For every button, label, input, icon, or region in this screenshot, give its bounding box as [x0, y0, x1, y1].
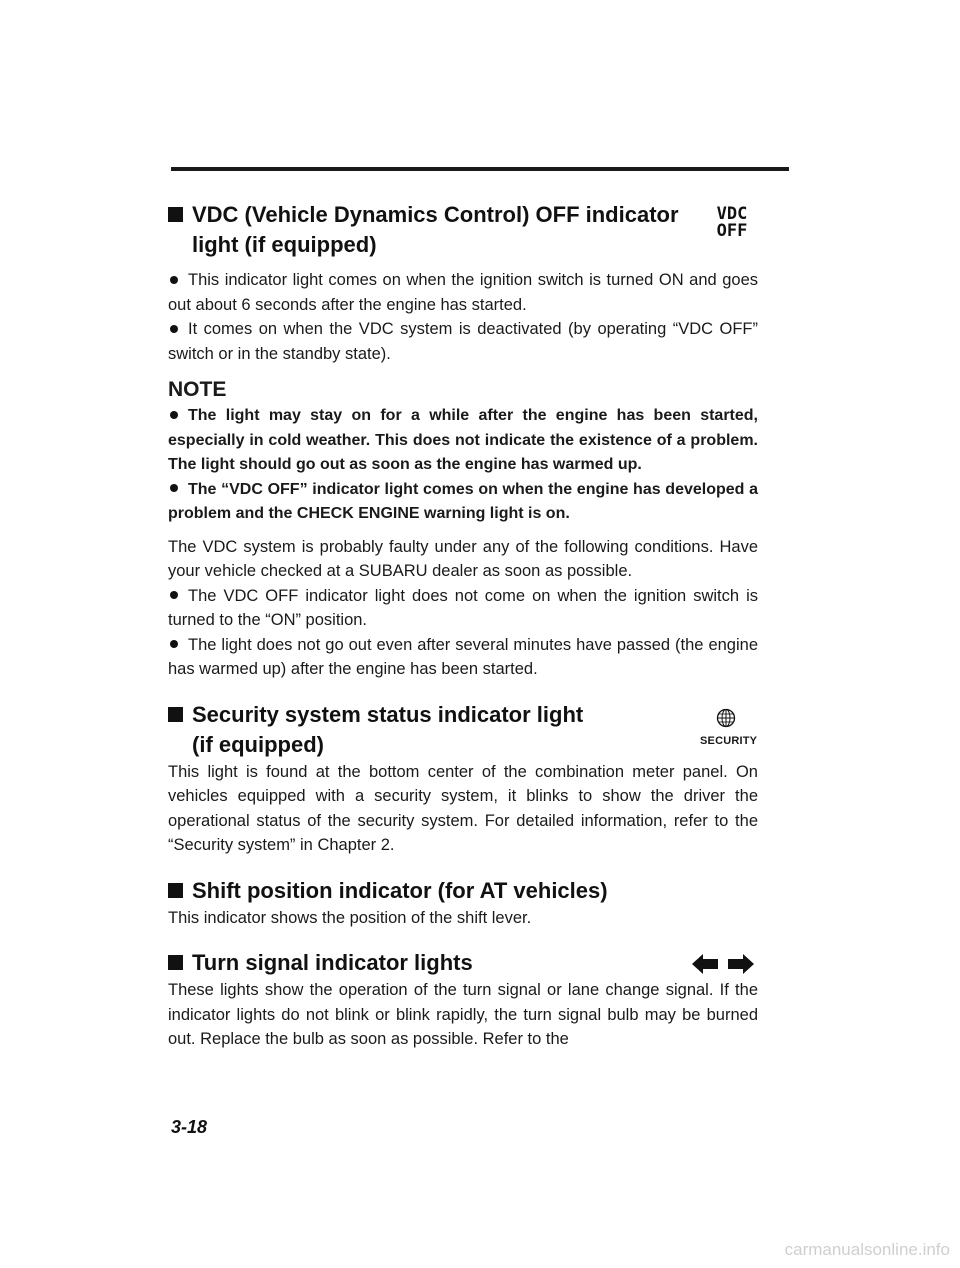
turn-signal-arrows-icon: [692, 952, 754, 976]
shift-section: [168, 876, 758, 906]
turn-heading: Turn signal indicator lights: [168, 948, 758, 978]
turn-section: [168, 948, 758, 978]
note-title: NOTE: [168, 378, 227, 401]
vdc-icon-line1: VDC: [716, 204, 748, 224]
note-bullet-1: The light may stay on for a while after the engine has been started, especially in cold weather. This does not indicate the existence of a problem. The light should go out as soon as the engine has warmed up.: [168, 407, 758, 473]
heading-square-icon: [168, 883, 183, 898]
heading-square-icon: [168, 207, 183, 222]
vdc-bullet-4: The light does not go out even after several minutes have passed (the engine has warmed up) after the engine has been started.: [168, 635, 758, 678]
shift-para: This indicator shows the position of the shift lever.: [168, 908, 532, 927]
vdc-heading-line2: light (if equipped): [192, 232, 377, 257]
vdc-bullet-3: The VDC OFF indicator light does not come on when the ignition switch is turned to the “ON” position.: [168, 586, 758, 629]
note-bullet-2: The “VDC OFF” indicator light comes on when the engine has developed a problem and the CHECK ENGINE warning light is on.: [168, 480, 758, 522]
vdc-heading-line1: VDC (Vehicle Dynamics Control) OFF indicator: [192, 202, 679, 227]
vdc-fault-para: The VDC system is probably faulty under any of the following conditions. Have your vehicle checked at a SUBARU dealer as soon as possible.: [168, 537, 758, 580]
bullet-icon: [170, 640, 178, 648]
security-para: This light is found at the bottom center of the combination meter panel. On vehicles equipped with a security system, it blinks to show the driver the operational status of the security system. For detailed information, refer to the “Security system” in Chapter 2.: [168, 762, 758, 854]
security-globe-icon: [716, 708, 736, 728]
vdc-icon-line2: OFF: [716, 221, 748, 241]
vdc-off-icon: [712, 206, 752, 240]
bullet-icon: [170, 484, 178, 492]
note-block: [168, 376, 758, 527]
bullet-icon: [170, 325, 178, 333]
security-heading: [168, 700, 758, 760]
shift-heading: Shift position indicator (for AT vehicles): [168, 876, 758, 906]
heading-square-icon: [168, 707, 183, 722]
top-rule: [171, 167, 789, 171]
security-section: [168, 700, 758, 760]
page-number: 3-18: [171, 1117, 208, 1137]
vdc-bullet-2: It comes on when the VDC system is deactivated (by operating “VDC OFF” switch or in the standby state).: [168, 320, 758, 363]
security-heading-line2: (if equipped): [192, 731, 324, 757]
watermark: carmanualsonline.info: [784, 1240, 950, 1259]
vdc-section: [168, 200, 758, 260]
bullet-icon: [170, 276, 178, 284]
page-content: [168, 200, 758, 1052]
bullet-icon: [170, 411, 178, 419]
heading-square-icon: [168, 955, 183, 970]
bullet-icon: [170, 591, 178, 599]
security-indicator-icon: [700, 708, 758, 747]
vdc-heading: [168, 200, 758, 260]
turn-para: These lights show the operation of the turn signal or lane change signal. If the indicator lights do not blink or blink rapidly, the turn signal bulb may be burned out. Replace the bulb as soon as possible. Refer to the: [168, 981, 758, 1048]
security-icon-label: SECURITY: [700, 734, 758, 747]
vdc-bullet-1: This indicator light comes on when the ignition switch is turned ON and goes out about 6 seconds after the engine has started.: [168, 271, 758, 314]
security-heading-line1: Security system status indicator light: [192, 701, 584, 727]
